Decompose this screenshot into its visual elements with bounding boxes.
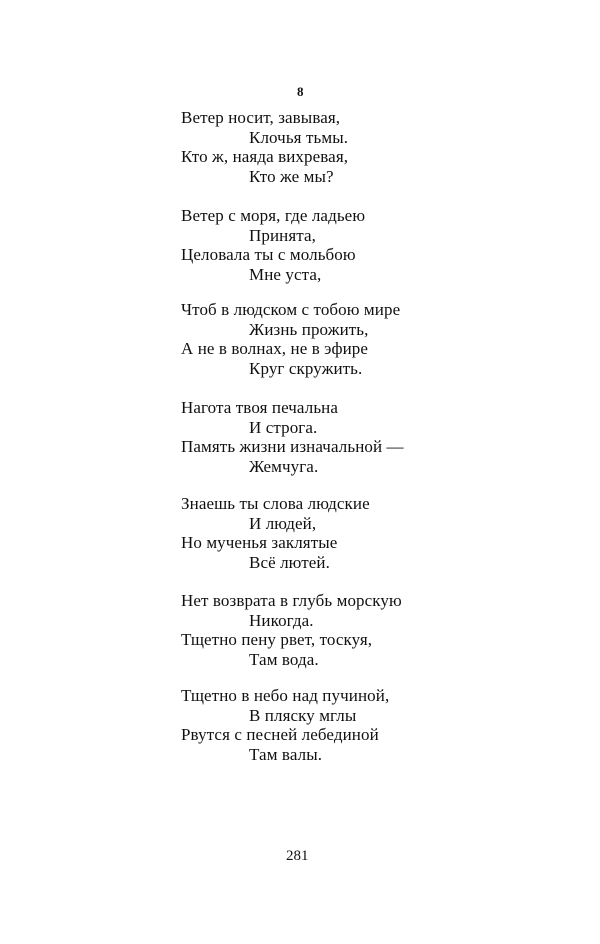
poem-line: Знаешь ты слова людские	[181, 494, 370, 513]
poem-line: Принята,	[249, 225, 317, 245]
poem-line: Жизнь прожить,	[249, 319, 369, 339]
poem-line: Тщетно пену рвет, тоскуя,	[181, 630, 373, 649]
poem-line: Тщетно в небо над пучиной,	[181, 686, 390, 705]
poem-line: Но мученья заклятые	[181, 533, 338, 552]
poem-line: Целовала ты с мольбою	[181, 245, 356, 264]
poem-line: Никогда.	[249, 610, 314, 630]
stanza-3	[181, 300, 481, 378]
poem-line: Ветер с моря, где ладьею	[181, 206, 366, 225]
poem-line: Всё лютей.	[249, 552, 330, 572]
poem-line: И людей,	[249, 513, 317, 533]
poem-line: Ветер носит, завывая,	[181, 108, 341, 127]
stanza-2	[181, 206, 481, 284]
stanza-7	[181, 686, 481, 764]
stanza-1	[181, 108, 481, 186]
poem-line: Рвутся с песней лебединой	[181, 725, 379, 744]
poem-line: В пляску мглы	[249, 705, 357, 725]
poem-line: Нагота твоя печальна	[181, 398, 339, 417]
stanza-4	[181, 398, 481, 476]
poem-line: Мне уста,	[249, 264, 322, 284]
poem-line: Чтоб в людском с тобою мире	[181, 300, 401, 319]
stanza-6	[181, 591, 481, 669]
poem-line: И строга.	[249, 417, 318, 437]
section-number: 8	[297, 84, 304, 99]
poem-line: Круг скружить.	[249, 358, 363, 378]
poem-line: Память жизни изначальной —	[181, 437, 404, 456]
page-number: 281	[286, 848, 309, 864]
poem-line: Клочья тьмы.	[249, 127, 349, 147]
poem-line: Там валы.	[249, 744, 323, 764]
stanza-5	[181, 494, 481, 572]
poem-line: Кто же мы?	[249, 166, 334, 186]
poem-line: Жемчуга.	[249, 456, 319, 476]
poem-line: Нет возврата в глубь морскую	[181, 591, 402, 610]
poem-line: Кто ж, наяда вихревая,	[181, 147, 349, 166]
poem-line: А не в волнах, не в эфире	[181, 339, 369, 358]
poem-line: Там вода.	[249, 649, 319, 669]
